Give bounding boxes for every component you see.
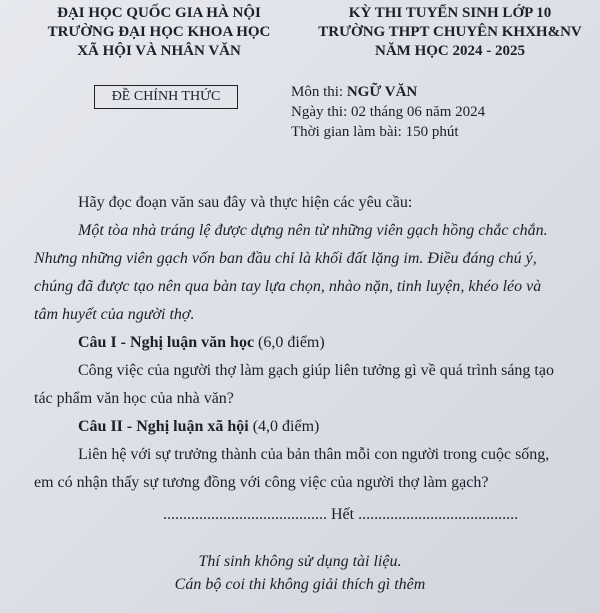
subject-row <box>291 82 591 102</box>
question-2-title: Câu II - Nghị luận xã hội <box>78 418 249 435</box>
exam-header <box>300 4 600 61</box>
question-2-points: (4,0 điểm) <box>252 418 320 435</box>
university-line-2: TRƯỜNG ĐẠI HỌC KHOA HỌC <box>47 24 271 40</box>
question-2-line-1: Liên hệ với sự trưởng thành của bản thân mỗi con người trong cuộc sống, <box>78 446 550 463</box>
subject-label: Môn thi: <box>291 84 344 100</box>
exam-header-line-2: TRƯỜNG THPT CHUYÊN KHXH&NV <box>318 24 582 40</box>
duration-row <box>291 122 591 142</box>
exam-info <box>291 82 591 142</box>
duration-label: Thời gian làm bài: <box>291 124 402 140</box>
date-value: 02 tháng 06 năm 2024 <box>351 104 486 120</box>
footer-line-1: Thí sinh không sử dụng tài liệu. <box>198 553 402 570</box>
exam-header-line-1: KỲ THI TUYỂN SINH LỚP 10 <box>348 5 552 21</box>
exam-footer <box>0 550 600 596</box>
university-line-3: XÃ HỘI VÀ NHÂN VĂN <box>77 43 241 59</box>
passage-line-1: Một tòa nhà tráng lệ được dựng nên từ những viên gạch hồng chắc chắn. <box>78 222 548 239</box>
university-header <box>14 4 304 61</box>
question-1-title: Câu I - Nghị luận văn học <box>78 334 255 351</box>
end-marker: ......................................... Hết ........................................ <box>163 506 519 523</box>
exam-header-line-3: NĂM HỌC 2024 - 2025 <box>375 43 525 59</box>
subject-value: NGỮ VĂN <box>346 84 418 100</box>
instruction: Hãy đọc đoạn văn sau đây và thực hiện các yêu cầu: <box>78 194 413 211</box>
duration-value: 150 phút <box>405 124 459 140</box>
passage-line-4: tâm huyết của người thợ. <box>34 306 195 323</box>
question-1-line-1: Công việc của người thợ làm gạch giúp liên tưởng gì về quá trình sáng tạo <box>78 362 554 379</box>
question-1-line-2: tác phẩm văn học của nhà văn? <box>34 390 234 407</box>
footer-line-2: Cán bộ coi thi không giải thích gì thêm <box>174 576 426 593</box>
exam-body <box>34 189 592 529</box>
question-1-heading <box>34 329 592 357</box>
date-row <box>291 102 591 122</box>
date-label: Ngày thi: <box>291 104 348 120</box>
passage-line-2: Nhưng những viên gạch vốn ban đầu chỉ là khối đất lặng im. Điều đáng chú ý, <box>34 250 537 267</box>
passage-line-3: chúng đã được tạo nên qua bàn tay lựa chọn, nhào nặn, tinh luyện, khéo léo và <box>34 278 542 295</box>
official-exam-box: ĐỀ CHÍNH THỨC <box>94 85 238 109</box>
question-2-heading <box>34 413 592 441</box>
university-line-1: ĐẠI HỌC QUỐC GIA HÀ NỘI <box>57 5 261 21</box>
question-1-points: (6,0 điểm) <box>258 334 325 351</box>
question-2-line-2: em có nhận thấy sự tương đồng với công việc của người thợ làm gạch? <box>34 474 489 491</box>
